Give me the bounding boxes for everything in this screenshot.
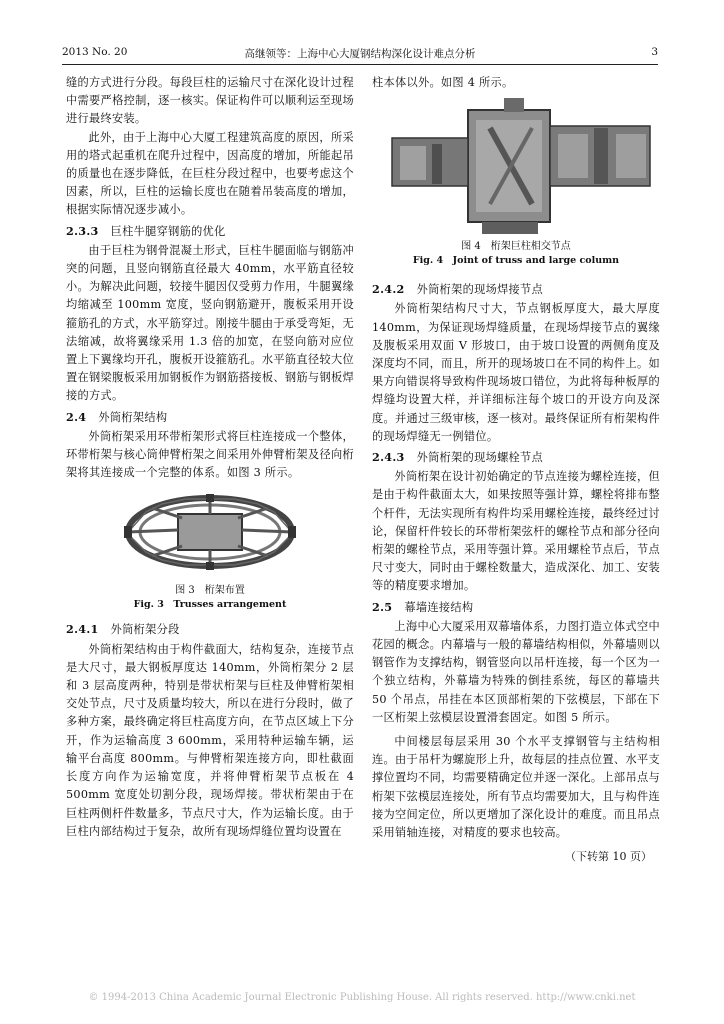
left-column bbox=[66, 74, 354, 841]
section-number: 2.5 bbox=[372, 599, 393, 614]
section-title: 巨柱牛腿穿钢筋的优化 bbox=[110, 224, 226, 238]
paragraph: 缝的方式进行分段。每段巨柱的运输尺寸在深化设计过程中需要严格控制，逐一核实。保证构件可以顺利运至现场进行最终安装。 bbox=[66, 76, 354, 126]
figure-caption-cn: 图 3 桁架布置 bbox=[175, 585, 245, 597]
running-header bbox=[62, 46, 658, 64]
section-title: 外筒桁架的现场螺栓节点 bbox=[416, 451, 544, 465]
section-number: 2.3.3 bbox=[66, 223, 99, 238]
paragraph: 外筒桁架结构由于构件截面大，结构复杂，连接节点是大尺寸，最大钢板厚度达 140mm，外筒桁架分 2 层和 3 层高度两种，特别是带状桁架与巨柱及伸臂桁架相交处节点，尺寸及质量均较大，所以在进行分段时，做了多种方案，最终确定将巨柱高度方向，在节点区域上下分开，作为运输高度 3 600mm，采用特种运输车辆，运输平台高度 800mm。与伸臂桁架连接方向，即杜截面长度方向作为运输宽度，并将伸臂桁架节点板在 4 500mm 宽度处切割分段，现场焊接。带状桁架由于在巨柱两侧杆件数量多，节点尺寸大，作为运输长度。由于巨柱内部结构过于复杂，故所有现场焊缝位置均设置在 bbox=[66, 642, 354, 838]
page-number: 3 bbox=[651, 46, 658, 58]
section-title: 幕墙连接结构 bbox=[404, 600, 474, 614]
paragraph: 由于巨柱为钢骨混凝土形式，巨柱牛腿面临与钢筋冲突的问题，且竖向钢筋直径最大 40mm，水平筋直径较小。为解决此问题，较接牛腿因仅受剪力作用，牛腿翼缘均缩减至 100mm 宽度，竖向钢筋避开，腹板采用开设箍筋孔的方式，水平筋穿过。刚接牛腿由于承受弯矩，无法缩减，故将翼缘采用 1.3 倍的加宽，在竖向筋对应位置上下翼缘均开孔，腹板开设箍筋孔。水平筋直径较大位置在钢梁腹板采用加钢板作为钢筋搭接板、钢筋与钢板焊接的方式。 bbox=[66, 243, 354, 403]
section-heading bbox=[372, 598, 660, 617]
figure-caption-en: Fig. 3 Trusses arrangement bbox=[133, 599, 287, 611]
truss-column-joint-image bbox=[372, 98, 660, 236]
paragraph: 外筒桁架采用环带桁架形式将巨柱连接成一个整体，环带桁架与核心筒伸臂桁架之间采用外伸臂桁架及径向桁架将其连接成一个完整的体系。如图 3 所示。 bbox=[66, 429, 354, 480]
running-title: 高继领等：上海中心大厦钢结构深化设计难点分析 bbox=[244, 48, 476, 60]
journal-issue: 2013 No. 20 bbox=[62, 46, 128, 58]
section-title: 外筒桁架的现场焊接节点 bbox=[416, 283, 544, 297]
section-title: 外筒桁架结构 bbox=[98, 410, 168, 424]
paragraph: 外筒桁架在设计初始确定的节点连接为螺栓连接，但是由于构件截面太大，如果按照等强计算，螺栓将排布整个杆件，无法实现所有构件均采用螺栓连接，最终经过讨论，保留杆件较长的环带桁架弦杆的螺栓节点和部分径向桁架的螺栓节点，采用等强计算。采用螺栓节点后，节点尺寸变大，同时由于螺栓数量大，造成深化、加工、安装等的精度要求增加。 bbox=[372, 470, 660, 593]
section-heading bbox=[66, 222, 354, 241]
paragraph: 柱本体以外。如图 4 所示。 bbox=[372, 76, 514, 89]
figure-4 bbox=[372, 98, 660, 268]
figure-3 bbox=[66, 482, 354, 612]
paragraph: 中间楼层每层采用 30 个水平支撑钢管与主结构相连。由于吊杆为螺旋形上升，故每层的挂点位置、水平支撑位置均不同，均需要精确定位并逐一深化。上部吊点与桁架下弦模层连接处，所有节点均需要加大，且与构件连接为空间定位，所以更增加了深化设计的难度。而且吊点采用销轴连接，对精度的要求也较高。 bbox=[372, 735, 660, 840]
paragraph: 此外，由于上海中心大厦工程建筑高度的原因，所采用的塔式起重机在爬升过程中，因高度的增加，所能起吊的质量也在逐步降低，在巨柱分段过程中，也要考虑这个因素，所以，巨柱的运输长度也在随着吊装高度的增加，根据实际情况逐步减小。 bbox=[66, 130, 354, 217]
section-number: 2.4 bbox=[66, 409, 87, 424]
copyright-footer: © 1994-2013 China Academic Journal Electronic Publishing House. All rights reserved. http://www.cnki.net bbox=[88, 992, 636, 1003]
truss-arrangement-image bbox=[66, 482, 354, 580]
section-heading bbox=[66, 408, 354, 427]
section-number: 2.4.2 bbox=[372, 282, 405, 297]
continued-note: （下转第 10 页） bbox=[565, 850, 652, 864]
section-heading bbox=[372, 280, 660, 299]
right-column bbox=[372, 74, 660, 867]
section-number: 2.4.1 bbox=[66, 622, 99, 637]
paragraph: 上海中心大厦采用双幕墙体系，力图打造立体式空中花园的概念。内幕墙与一般的幕墙结构相似，外幕墙则以钢管作为支撑结构，钢管竖向以吊杆连接，每一个区为一个独立结构，外幕墙为特殊的倒挂系统，每区的幕墙共 50 个吊点，吊挂在本区顶部桁架的下弦模层，下部在下一区桁架上弦模层设置滑套固定。如图 5 所示。 bbox=[372, 619, 660, 724]
figure-caption-en: Fig. 4 Joint of truss and large column bbox=[412, 255, 620, 267]
figure-caption-cn: 图 4 桁架巨柱相交节点 bbox=[461, 241, 571, 253]
header-rule bbox=[62, 64, 658, 65]
section-title: 外筒桁架分段 bbox=[110, 623, 180, 637]
paragraph: 外筒桁架结构尺寸大，节点钢板厚度大，最大厚度 140mm，为保证现场焊缝质量，在现场焊接节点的翼缘及腹板采用双面 V 形坡口，由于坡口设置的两侧角度及深度均不同，而且，所开的现场坡口在不同的构件上。如果方向错误将导致构件现场坡口错位，为此将每种板厚的焊缝均设置大样，并详细标注每个坡口的开设方向及深度。并通过三级审核，逐一核对。最终保证所有桁架构件的现场焊缝无一例错位。 bbox=[372, 302, 660, 443]
section-number: 2.4.3 bbox=[372, 450, 405, 465]
section-heading bbox=[372, 448, 660, 467]
section-heading bbox=[66, 620, 354, 639]
